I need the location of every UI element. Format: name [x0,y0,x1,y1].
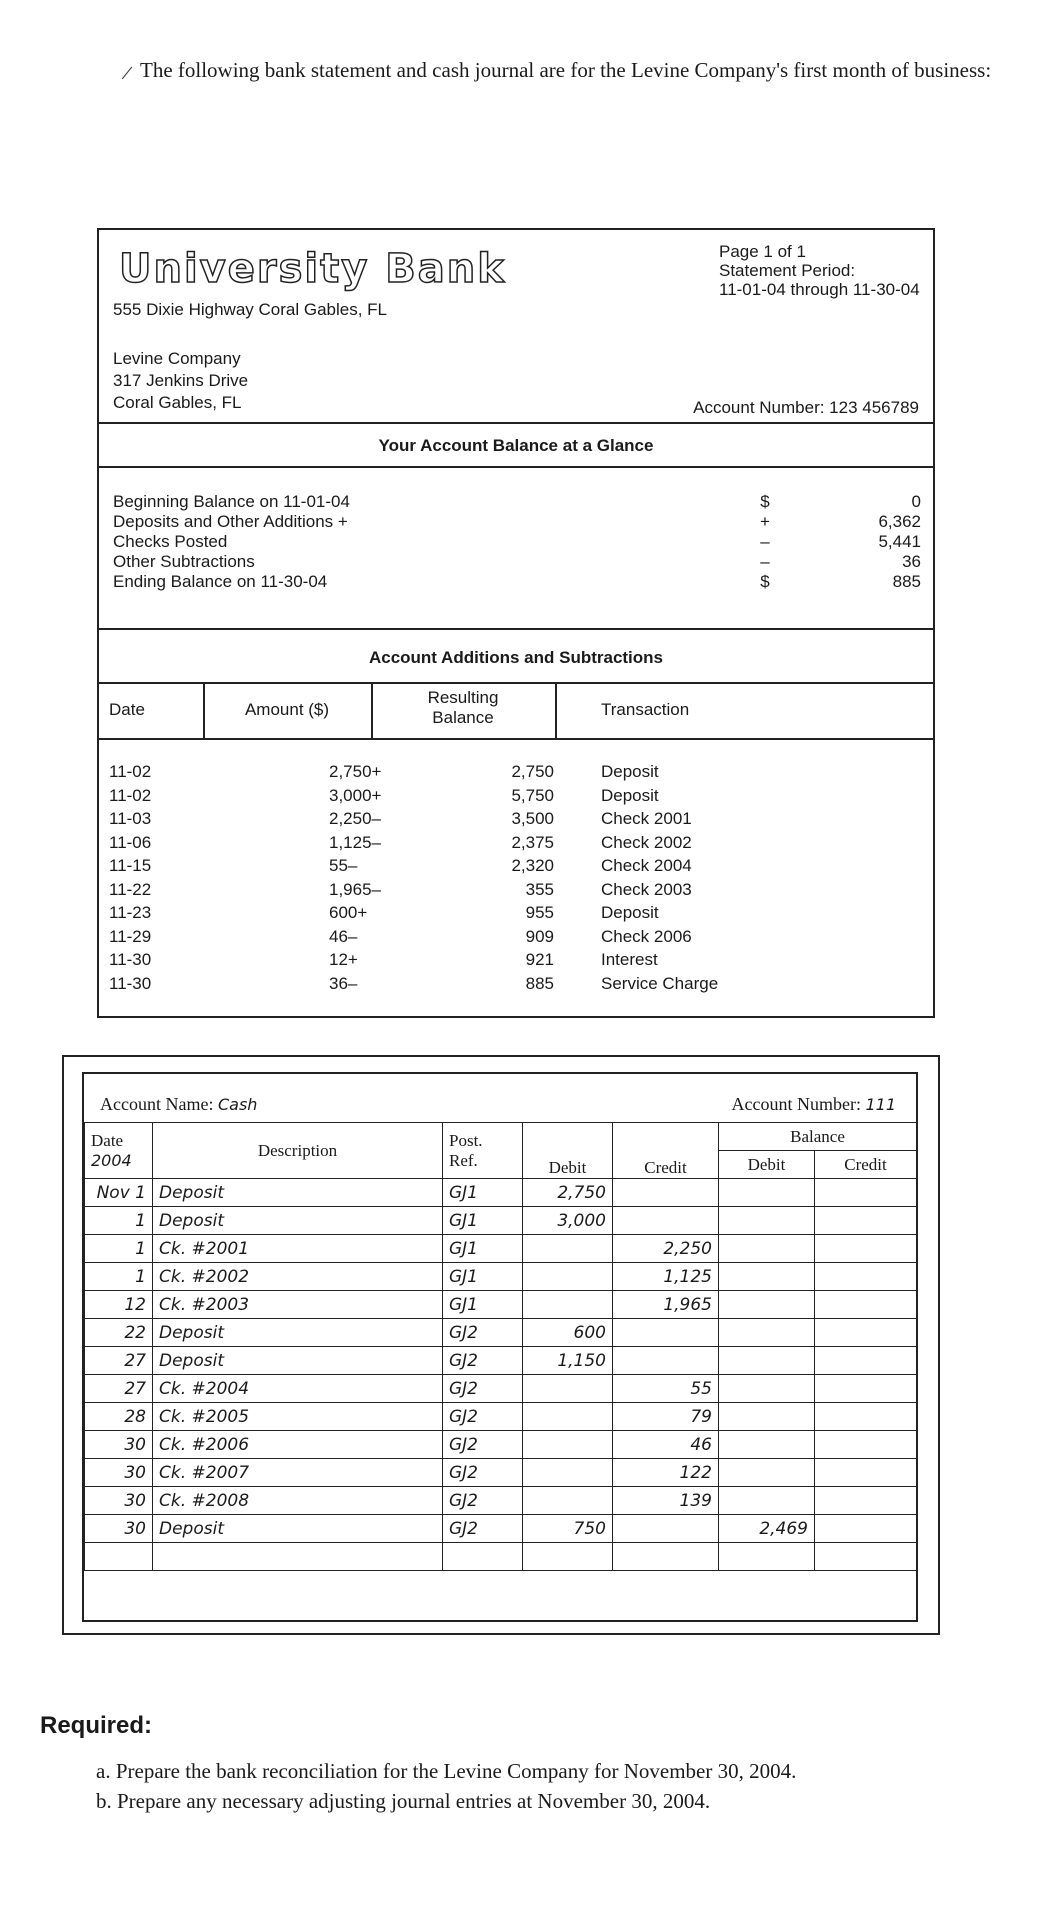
journal-date: 30 [85,1459,153,1487]
journal-date: 12 [85,1291,153,1319]
balance-glance [113,492,921,592]
header-post-ref [443,1123,523,1179]
glance-symbol: $ [760,572,770,591]
tx-balance: 2,375 [511,832,554,852]
divider [99,422,933,424]
journal-balance-debit [719,1543,815,1571]
account-name-value: Cash [217,1095,258,1114]
journal-credit [613,1347,719,1375]
divider [99,628,933,630]
journal-post-ref: GJ1 [443,1291,523,1319]
glance-value: 885 [892,572,921,591]
journal-credit [613,1515,719,1543]
required-heading: Required: [40,1712,153,1739]
journal-description: Deposit [153,1179,443,1207]
glance-value: 36 [902,552,921,571]
glance-row [113,492,921,512]
journal-balance-debit [719,1487,815,1515]
journal-description [153,1543,443,1571]
journal-balance-credit [815,1515,917,1543]
tx-date: 11-15 [109,856,152,875]
header-resulting: Resulting [427,688,499,707]
journal-debit: 1,150 [523,1347,613,1375]
journal-credit [613,1179,719,1207]
journal-description: Ck. #2008 [153,1487,443,1515]
journal-description: Ck. #2006 [153,1431,443,1459]
header-date [85,1123,153,1179]
tx-date: 11-22 [109,879,152,899]
glance-symbol: – [760,552,770,571]
journal-credit: 2,250 [613,1235,719,1263]
journal-debit: 600 [523,1319,613,1347]
tx-date: 11-02 [109,785,152,805]
journal-description: Ck. #2003 [153,1291,443,1319]
journal-balance-credit [815,1459,917,1487]
account-number-value: 111 [865,1095,896,1114]
cash-journal [82,1072,918,1622]
tx-balance: 2,320 [511,856,554,875]
journal-credit: 1,965 [613,1291,719,1319]
journal-balance-credit [815,1319,917,1347]
journal-post-ref: GJ2 [443,1375,523,1403]
pen-tick-mark: / [120,59,135,86]
journal-credit [613,1543,719,1571]
glance-symbol: $ [760,492,770,511]
tx-description: Check 2001 [601,809,692,828]
journal-debit [523,1375,613,1403]
statement-period-label: Statement Period: [719,261,856,280]
tx-date: 11-06 [109,832,152,852]
journal-description: Ck. #2002 [153,1263,443,1291]
journal-date: 27 [85,1347,153,1375]
journal-balance-debit [719,1319,815,1347]
journal-balance-credit [815,1207,917,1235]
table-row [85,1207,917,1235]
journal-balance-credit [815,1347,917,1375]
holder-name: Levine Company [113,349,241,368]
glance-value: 6,362 [878,512,921,531]
table-row [85,1235,917,1263]
journal-balance-credit [815,1235,917,1263]
list-item [99,809,933,833]
tx-date: 11-03 [109,809,152,828]
glance-row [113,572,921,592]
list-item [99,950,933,974]
journal-date: 22 [85,1319,153,1347]
journal-post-ref: GJ2 [443,1431,523,1459]
table-row [85,1543,917,1571]
journal-date [85,1543,153,1571]
list-item [99,974,933,998]
list-item [99,786,933,810]
journal-description: Deposit [153,1347,443,1375]
page-number: Page 1 of 1 [719,242,806,261]
tx-amount: 36– [329,973,358,993]
glance-label: Ending Balance on 11-30-04 [113,572,328,591]
tx-amount: 2,250– [329,809,381,828]
journal-body [85,1179,917,1571]
tx-balance: 909 [525,926,554,946]
holder-street: 317 Jenkins Drive [113,371,249,390]
journal-debit [523,1263,613,1291]
tx-balance: 955 [525,903,554,922]
glance-row [113,532,921,552]
tx-amount: 1,965– [329,879,381,899]
journal-date: 1 [85,1207,153,1235]
list-item [99,833,933,857]
journal-balance-debit [719,1179,815,1207]
bank-statement [97,228,935,1018]
journal-balance-debit [719,1291,815,1319]
header-balance-credit: Credit [815,1151,917,1179]
required-item: b. Prepare any necessary adjusting journal entries at November 30, 2004. [96,1789,711,1813]
header-transaction: Transaction [601,700,690,719]
journal-balance-debit [719,1431,815,1459]
journal-balance-credit [815,1543,917,1571]
journal-account-number [731,1094,896,1115]
journal-date: 30 [85,1515,153,1543]
intro-text: The following bank statement and cash journal are for the Levine Company's first month of business: [140,58,992,82]
tx-date: 11-30 [109,973,152,993]
table-row [85,1291,917,1319]
page-info [719,242,920,299]
journal-balance-debit [719,1347,815,1375]
table-row [85,1263,917,1291]
journal-date: Nov 1 [85,1179,153,1207]
journal-debit: 750 [523,1515,613,1543]
required-list [96,1756,796,1816]
glance-label: Checks Posted [113,532,228,551]
table-row [85,1403,917,1431]
header-amount: Amount ($) [244,700,330,719]
table-row [85,1319,917,1347]
tx-date: 11-23 [109,903,152,922]
header-balance-debit: Debit [719,1151,815,1179]
journal-balance-credit [815,1179,917,1207]
tx-description: Check 2006 [601,926,692,946]
journal-date: 1 [85,1235,153,1263]
journal-debit: 2,750 [523,1179,613,1207]
journal-credit [613,1207,719,1235]
header-year: 2004 [91,1150,132,1170]
bank-address: 555 Dixie Highway Coral Gables, FL [113,300,388,319]
tx-amount: 46– [329,926,358,946]
tx-date: 11-29 [109,926,152,946]
journal-account-name [100,1094,257,1115]
journal-balance-credit [815,1431,917,1459]
journal-post-ref [443,1543,523,1571]
tx-amount: 3,000+ [329,785,382,805]
transactions-header [99,682,933,740]
journal-post-ref: GJ2 [443,1319,523,1347]
transaction-list [99,762,933,997]
account-number-label: Account Number: [731,1094,861,1114]
journal-credit: 122 [613,1459,719,1487]
journal-debit [523,1291,613,1319]
journal-post-ref: GJ2 [443,1459,523,1487]
addsub-title: Account Additions and Subtractions [368,648,664,667]
table-row [85,1347,917,1375]
tx-description: Check 2002 [601,832,692,852]
required-item: a. Prepare the bank reconciliation for the Levine Company for November 30, 2004. [96,1759,797,1783]
list-item [99,762,933,786]
journal-post-ref: GJ2 [443,1515,523,1543]
journal-post-ref: GJ2 [443,1487,523,1515]
account-holder [113,348,248,414]
header-date: Date [109,700,145,719]
journal-balance-debit: 2,469 [719,1515,815,1543]
statement-period: 11-01-04 through 11-30-04 [719,280,920,299]
holder-city: Coral Gables, FL [113,393,242,412]
journal-balance-credit [815,1291,917,1319]
tx-description: Service Charge [601,973,719,993]
journal-balance-debit [719,1207,815,1235]
journal-debit [523,1403,613,1431]
glance-label: Beginning Balance on 11-01-04 [113,492,350,511]
journal-date: 1 [85,1263,153,1291]
tx-balance: 885 [525,973,554,993]
tx-description: Deposit [601,903,659,922]
list-item [99,856,933,880]
journal-table [84,1122,917,1571]
bank-name: University Bank [119,246,506,292]
glance-label: Other Subtractions [113,552,255,571]
journal-balance-debit [719,1235,815,1263]
journal-debit [523,1235,613,1263]
journal-credit: 46 [613,1431,719,1459]
glance-symbol: – [760,532,770,551]
journal-description: Ck. #2004 [153,1375,443,1403]
tx-description: Deposit [601,785,659,805]
journal-debit [523,1487,613,1515]
journal-debit: 3,000 [523,1207,613,1235]
table-row [85,1375,917,1403]
journal-balance-debit [719,1403,815,1431]
header-balance: Balance [432,708,494,727]
journal-date: 27 [85,1375,153,1403]
journal-debit [523,1431,613,1459]
glance-label: Deposits and Other Additions + [113,512,348,531]
glance-symbol: + [760,512,770,531]
header-post: Post. [449,1130,483,1150]
glance-row [113,552,921,572]
table-row [85,1179,917,1207]
journal-post-ref: GJ1 [443,1263,523,1291]
journal-post-ref: GJ2 [443,1403,523,1431]
header-date-label: Date [91,1130,124,1150]
tx-amount: 12+ [329,950,358,969]
journal-description: Ck. #2005 [153,1403,443,1431]
tx-amount: 55– [329,856,358,875]
journal-date: 30 [85,1487,153,1515]
header-ref: Ref. [449,1150,478,1170]
tx-balance: 5,750 [511,785,554,805]
journal-post-ref: GJ2 [443,1347,523,1375]
table-row [85,1515,917,1543]
journal-balance-credit [815,1403,917,1431]
list-item [99,903,933,927]
journal-date: 28 [85,1403,153,1431]
tx-balance: 355 [525,879,554,899]
journal-description: Ck. #2001 [153,1235,443,1263]
journal-description: Deposit [153,1319,443,1347]
tx-description: Check 2003 [601,879,692,899]
journal-balance-debit [719,1263,815,1291]
journal-balance-credit [815,1487,917,1515]
tx-description: Interest [601,950,658,969]
tx-date: 11-02 [109,762,152,781]
glance-value: 5,441 [878,532,921,551]
journal-credit: 139 [613,1487,719,1515]
tx-balance: 921 [525,950,554,969]
table-header-row [85,1123,917,1151]
header-debit: Debit [523,1123,613,1179]
header-description: Description [153,1123,443,1179]
journal-post-ref: GJ1 [443,1179,523,1207]
table-row [85,1487,917,1515]
journal-credit [613,1319,719,1347]
tx-balance: 3,500 [511,809,554,828]
journal-description: Ck. #2007 [153,1459,443,1487]
account-name-label: Account Name: [100,1094,214,1114]
journal-balance-credit [815,1263,917,1291]
tx-balance: 2,750 [511,762,554,781]
tx-description: Check 2004 [601,856,692,875]
tx-amount: 2,750+ [329,762,382,781]
tx-amount: 600+ [329,903,368,922]
table-row [85,1431,917,1459]
journal-balance-debit [719,1375,815,1403]
journal-balance-debit [719,1459,815,1487]
glance-row [113,512,921,532]
statement-account-number: Account Number: 123 456789 [693,398,919,417]
tx-date: 11-30 [109,950,152,969]
tx-description: Deposit [601,762,659,781]
journal-date: 30 [85,1431,153,1459]
journal-description: Deposit [153,1515,443,1543]
journal-balance-credit [815,1375,917,1403]
journal-credit: 1,125 [613,1263,719,1291]
journal-debit [523,1543,613,1571]
header-credit: Credit [613,1123,719,1179]
list-item [99,880,933,904]
header-balance: Balance [719,1123,917,1151]
journal-post-ref: GJ1 [443,1235,523,1263]
tx-amount: 1,125– [329,832,381,852]
list-item [99,927,933,951]
divider [99,466,933,468]
glance-value: 0 [911,492,921,511]
journal-description: Deposit [153,1207,443,1235]
journal-post-ref: GJ1 [443,1207,523,1235]
journal-credit: 55 [613,1375,719,1403]
column-divider [555,684,557,738]
journal-credit: 79 [613,1403,719,1431]
journal-debit [523,1459,613,1487]
glance-title: Your Account Balance at a Glance [378,436,654,455]
table-row [85,1459,917,1487]
